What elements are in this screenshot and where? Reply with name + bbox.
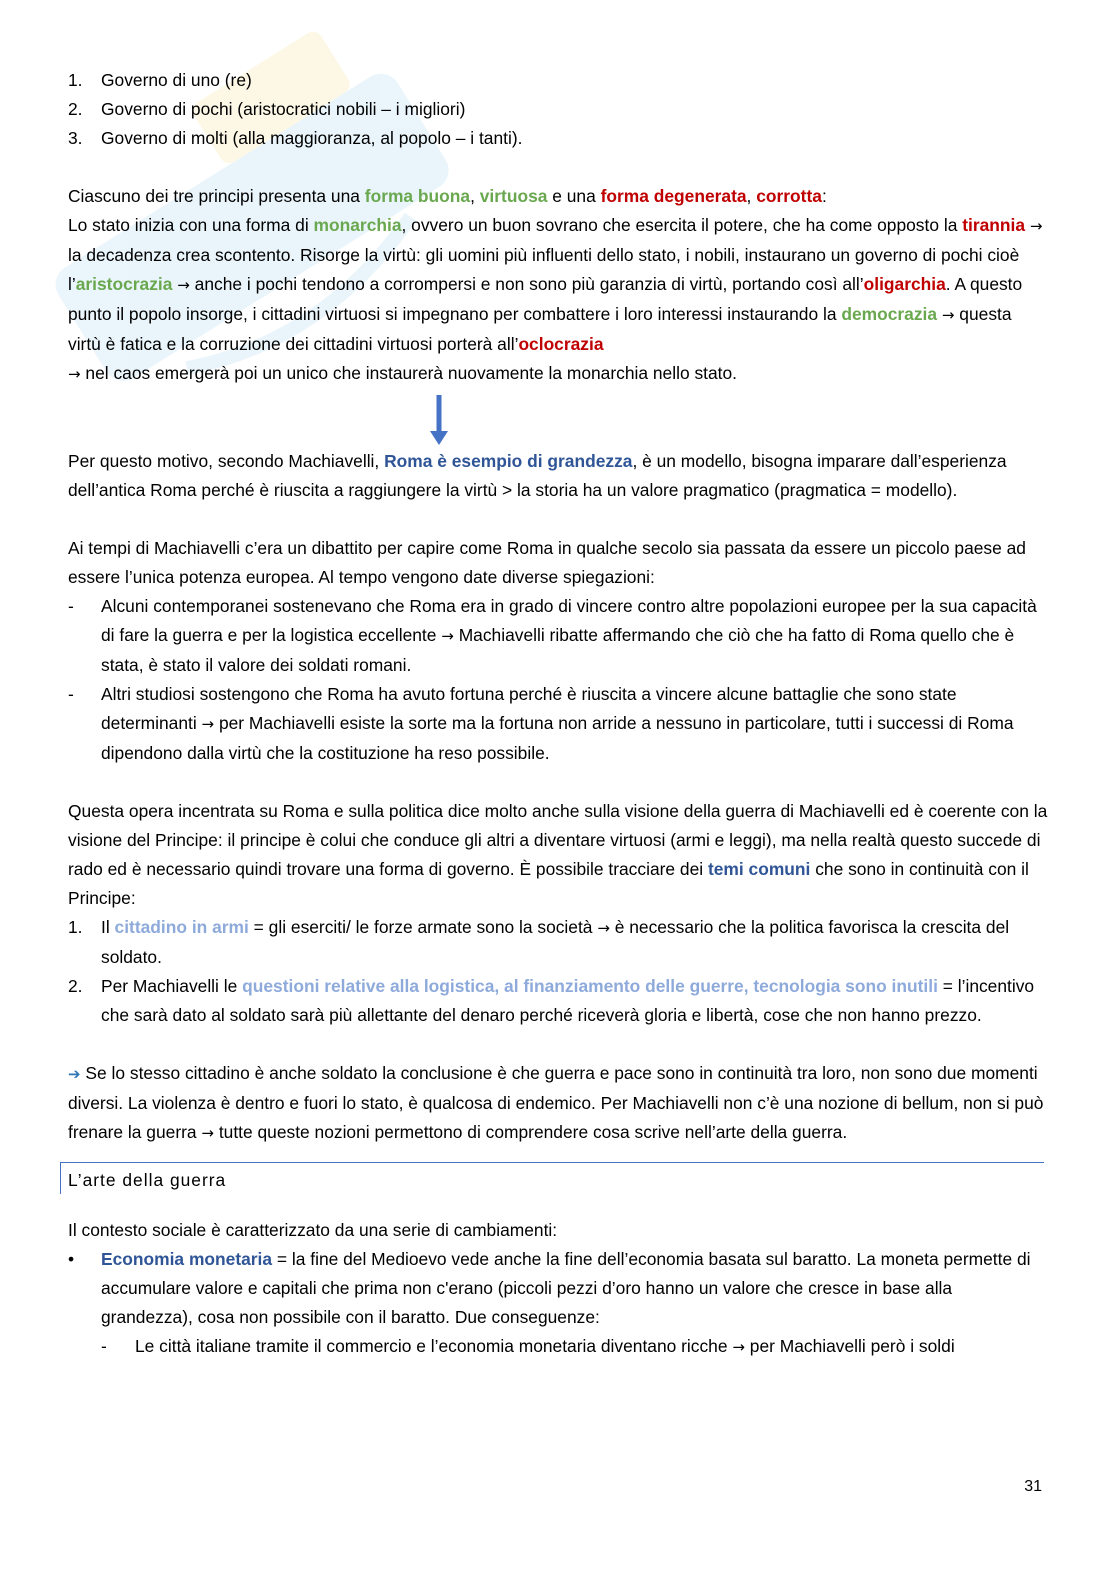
right-arrow-icon: → <box>441 627 454 645</box>
highlight-questioni-logistica: questioni relative alla logistica, al finanziamento delle guerre, tecnologia sono inutili <box>242 976 938 996</box>
section-title: L’arte della guerra <box>68 1170 227 1190</box>
list-item: 3. Governo di molti (alla maggioranza, al popolo – i tanti). <box>68 128 523 148</box>
right-arrow-icon: → <box>732 1338 745 1356</box>
document-body <box>68 66 1048 1362</box>
highlight-monarchia: monarchia <box>313 215 402 235</box>
paragraph-context: Il contesto sociale è caratterizzato da una serie di cambiamenti: <box>68 1220 558 1240</box>
list-item: 2. Governo di pochi (aristocratici nobili – i migliori) <box>68 99 466 119</box>
common-themes-list <box>68 913 1048 1030</box>
section-heading <box>60 1162 1048 1202</box>
list-item: 1. Il cittadino in armi = gli eserciti/ le forze armate sono la società → è necessario che la politica favorisca la crescita del soldato. <box>68 917 1010 967</box>
right-arrow-icon: ➔ <box>68 1065 81 1083</box>
list-item: - Altri studiosi sostengono che Roma ha avuto fortuna perché è riuscita a vincere alcune battaglie che sono state determinanti → per Machiavelli esiste la sorte ma la fortuna non arride a nessuno in particolare, tutti i successi di Roma dipendono dalla virtù che la costituzione ha reso possibile. <box>68 684 1014 763</box>
down-arrow-icon <box>68 389 1048 447</box>
explanations-list <box>68 592 1048 768</box>
highlight-oclocrazia: oclocrazia <box>518 334 604 354</box>
highlight-oligarchia: oligarchia <box>863 274 946 294</box>
right-arrow-icon: → <box>597 919 610 937</box>
highlight-democrazia: democrazia <box>841 304 938 324</box>
list-item: 2. Per Machiavelli le questioni relative alla logistica, al finanziamento delle guerre, tecnologia sono inutili = l’incentivo che sarà dato al soldato sarà più allettante del denaro perché riceverà gloria e libertà, cose che non hanno prezzo. <box>68 976 1035 1025</box>
paragraph-cycle: Lo stato inizia con una forma di monarchia, ovvero un buon sovrano che esercita il potere, che ha come opposto la tirannia → la decadenza crea scontento. Risorge la virtù: gli uomini più influenti dello stato, i nobili, instaurano un governo di pochi cioè l’aristocrazia → anche i pochi tendono a corrompersi e non sono più garanzia di virtù, portando così all’oligarchia. A questo punto il popolo insorge, i cittadini virtuosi si impegnano per combattere i loro interessi instaurando la democrazia → questa virtù è fatica e la corruzione dei cittadini virtuosi porterà all’oclocrazia → nel caos emergerà poi un unico che instaurerà nuovamente la monarchia nello stato. <box>68 215 1043 383</box>
right-arrow-icon: → <box>201 1124 214 1142</box>
list-item: • Economia monetaria = la fine del Medioevo vede anche la fine dell’economia basata sul baratto. La moneta permette di accumulare valore e capitali che prima non c'erano (piccoli pezzi d’oro hanno un valore che cresce in base alla grandezza), cosa non possibile con il baratto. Due conseguenze: <box>68 1245 1048 1332</box>
highlight-aristocrazia: aristocrazia <box>75 274 173 294</box>
highlight-corrotta: corrotta <box>756 186 822 206</box>
highlight-virtuosa: virtuosa <box>479 186 548 206</box>
bullet-icon: • <box>68 1249 75 1269</box>
right-arrow-icon: → <box>941 306 955 324</box>
paragraph-debate: Ai tempi di Machiavelli c’era un dibattito per capire come Roma in qualche secolo sia passata da essere un piccolo paese ad essere l’unica potenza europea. Al tempo vengono date diverse spiegazioni: <box>68 538 1026 587</box>
paragraph-forms: Ciascuno dei tre principi presenta una forma buona, virtuosa e una forma degenerata, corrotta: <box>68 186 827 206</box>
right-arrow-icon: → <box>201 715 215 733</box>
paragraph-roma: Per questo motivo, secondo Machiavelli, Roma è esempio di grandezza, è un modello, bisogna imparare dall’esperienza dell’antica Roma perché è riuscita a raggiungere la virtù > la storia ha un valore pragmatico (pragmatica = modello). <box>68 451 1007 500</box>
highlight-roma: Roma è esempio di grandezza <box>384 451 633 471</box>
list-item: - Le città italiane tramite il commercio e l’economia monetaria diventano ricche → per Machiavelli però i soldi <box>101 1336 955 1356</box>
paragraph-conclusion: ➔ Se lo stesso cittadino è anche soldato la conclusione è che guerra e pace sono in continuità tra loro, non sono due momenti diversi. La violenza è dentro e fuori lo stato, è qualcosa di endemico. Per Machiavelli non c’è una nozione di bellum, non si può frenare la guerra → tutte queste nozioni permettono di comprendere cosa scrive nell’arte della guerra. <box>68 1063 1044 1142</box>
highlight-cittadino-in-armi: cittadino in armi <box>114 917 249 937</box>
right-arrow-icon: → <box>68 365 81 383</box>
changes-list <box>68 1245 1048 1362</box>
highlight-tirannia: tirannia <box>962 215 1026 235</box>
government-list <box>68 66 1048 153</box>
right-arrow-icon: → <box>1029 217 1043 235</box>
page-number: 31 <box>1024 1478 1042 1495</box>
highlight-forma-degenerata: forma degenerata <box>600 186 747 206</box>
list-item: 1. Governo di uno (re) <box>68 70 252 90</box>
right-arrow-icon: → <box>177 276 190 294</box>
list-item: - Alcuni contemporanei sostenevano che Roma era in grado di vincere contro altre popolazioni europee per la sua capacità di fare la guerra e per la logistica eccellente → Machiavelli ribatte affermando che ciò che ha fatto di Roma quello che è stata, è stato il valore dei soldati romani. <box>68 596 1037 675</box>
highlight-forma-buona: forma buona <box>364 186 471 206</box>
highlight-temi-comuni: temi comuni <box>707 859 811 879</box>
paragraph-principe: Questa opera incentrata su Roma e sulla politica dice molto anche sulla visione della guerra di Machiavelli ed è coerente con la visione del Principe: il principe è colui che conduce gli altri a diventare virtuosi (armi e leggi), ma nella realtà questo succede di rado ed è necessario quindi trovare una forma di governo. È possibile tracciare dei temi comuni che sono in continuità con il Principe: <box>68 801 1048 908</box>
highlight-economia-monetaria: Economia monetaria <box>101 1249 273 1269</box>
